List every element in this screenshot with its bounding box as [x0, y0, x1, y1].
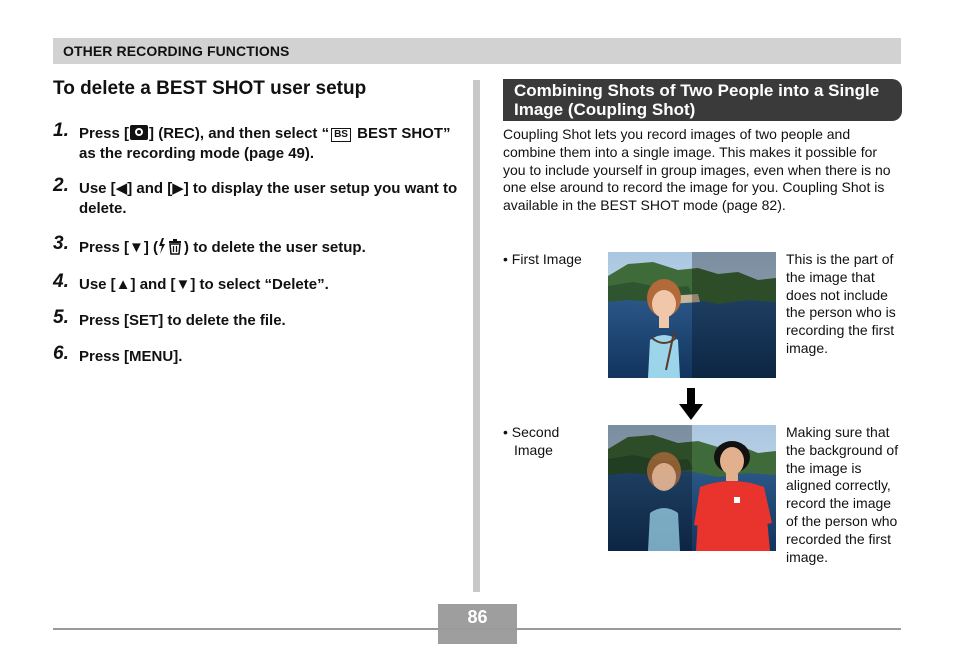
first-image-photo: [608, 252, 776, 378]
best-shot-icon: BS: [331, 128, 351, 142]
first-image-label: • First Image: [503, 251, 582, 267]
step-text: Press [ ] (REC), and then select “ BS BEST SHOT” as the recording mode (page 49).: [79, 125, 451, 162]
step-number: 1.: [53, 120, 69, 141]
arrow-down-icon: [679, 388, 703, 420]
left-section-title: To delete a BEST SHOT user setup: [53, 78, 367, 99]
step-text: Use [▲] and [▼] to select “Delete”.: [79, 276, 329, 293]
step-number: 4.: [53, 271, 69, 292]
second-image-photo: [608, 425, 776, 551]
column-divider: [473, 80, 480, 592]
second-image-description: Making sure that the background of the image is aligned correctly, record the image of the person who recorded the first image.: [786, 424, 899, 565]
section-heading: Combining Shots of Two People into a Single Image (Coupling Shot): [514, 81, 880, 119]
step-text: Press [MENU].: [79, 348, 183, 365]
step-number: 6.: [53, 343, 69, 364]
step-number: 3.: [53, 233, 69, 254]
step-number: 2.: [53, 175, 69, 196]
page-number-box-tab: [438, 630, 517, 644]
first-image-description: This is the part of the image that does not include the person who is recording the first image.: [786, 251, 896, 356]
flash-delete-icon: [158, 237, 184, 255]
intro-paragraph: Coupling Shot lets you record images of two people and combine them into a single image. This makes it possible for you to include yourself in group images, even when there is no one else around to record the image for you. Coupling Shot is available in the BEST SHOT mode (page 82).: [503, 126, 891, 214]
step-number: 5.: [53, 307, 69, 328]
step-text: Press [▼] ( ) to delete the user setup.: [79, 239, 366, 256]
step-text: Press [SET] to delete the file.: [79, 312, 286, 329]
camera-icon: [130, 125, 148, 140]
page-header-title: OTHER RECORDING FUNCTIONS: [63, 43, 290, 59]
page-number: 86: [467, 607, 488, 627]
second-image-label: • Second Image: [503, 424, 560, 458]
page-number-box: [438, 604, 517, 628]
step-text: Use [◀] and [▶] to display the user setup you want to delete.: [79, 180, 458, 217]
section-heading-bar: [503, 79, 902, 121]
page-header-bar: [53, 38, 901, 64]
